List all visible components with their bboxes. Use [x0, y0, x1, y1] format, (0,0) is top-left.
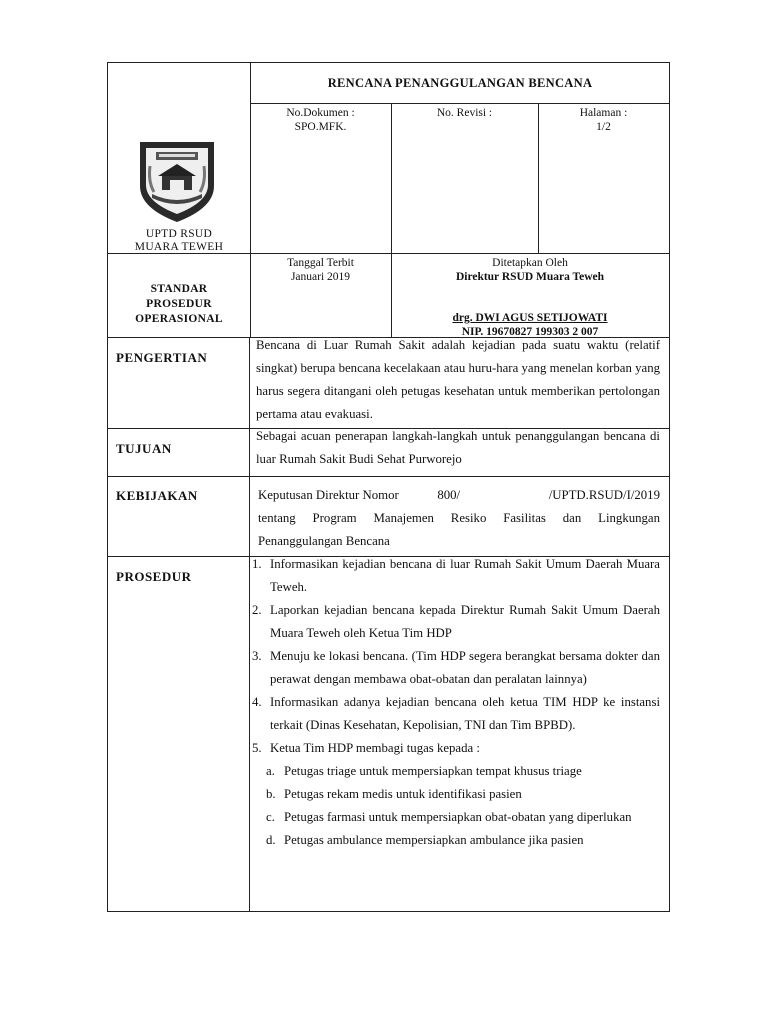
document-title: RENCANA PENANGGULANGAN BENCANA: [327, 76, 593, 90]
section-label-pengertian: PENGERTIAN: [116, 350, 208, 365]
section-label-prosedur: PROSEDUR: [116, 569, 192, 584]
kebijakan-decree-line: Keputusan Direktur Nomor 800/ /UPTD.RSUD/I/2019: [258, 488, 660, 502]
approval-block: Ditetapkan Oleh Direktur RSUD Muara Teweh: [455, 257, 605, 283]
procedure-substep: a. Petugas triage untuk mempersiapkan tempat khusus triage: [266, 764, 582, 778]
procedure-step: 2. Laporkan kejadian bencana kepada Direktur Rumah Sakit Umum Daerah Muara Teweh oleh Ketua Tim HDP: [252, 603, 660, 640]
signatory: drg. DWI AGUS SETIJOWATI NIP. 19670827 199303 2 007: [452, 312, 608, 338]
kebijakan-text: Keputusan Direktur Nomor 800/ /UPTD.RSUD/I/2019 tentang Program Manajemen Resiko Fasilitas dan Lingkungan Penanggulangan Bencana: [258, 484, 660, 553]
issue-date: Tanggal Terbit Januari 2019: [287, 257, 354, 283]
procedure-step: 3. Menuju ke lokasi bencana. (Tim HDP segera berangkat bersama dokter dan perawat dengan membawa obat-obatan dan peralatan lainnya): [252, 649, 660, 686]
section-label-tujuan: TUJUAN: [116, 441, 172, 456]
document-number: No.Dokumen : SPO.MFK.: [286, 107, 355, 133]
procedure-step: 4. Informasikan adanya kejadian bencana oleh ketua TIM HDP ke instansi terkait (Dinas Kesehatan, Kepolisian, TNI dan Tim BPBD).: [252, 695, 660, 732]
procedure-step: 1. Informasikan kejadian bencana di luar Rumah Sakit Umum Daerah Muara Teweh.: [252, 557, 660, 594]
sop-heading: STANDAR PROSEDUR OPERASIONAL: [135, 283, 223, 325]
procedure-substep: b. Petugas rekam medis untuk identifikasi pasien: [266, 787, 522, 801]
pengertian-text: Bencana di Luar Rumah Sakit adalah kejadian pada suatu waktu (relatif singkat) berupa bencana kecelakaan atau huru-hara yang menelan korban yang harus segera ditangani oleh petugas kesehatan untuk memberikan pertolongan pertama atau evakuasi.: [256, 338, 660, 421]
prosedur-steps: [252, 553, 660, 852]
organization-name: UPTD RSUD MUARA TEWEH: [134, 228, 224, 253]
page-number: Halaman : 1/2: [579, 107, 628, 133]
procedure-sublist: [252, 760, 660, 852]
procedure-list: [252, 553, 660, 760]
procedure-step: 5. Ketua Tim HDP membagi tugas kepada :: [252, 741, 480, 755]
procedure-substep: c. Petugas farmasi untuk mempersiapkan obat-obatan yang diperlukan: [266, 810, 632, 824]
tujuan-text: Sebagai acuan penerapan langkah-langkah untuk penanggulangan bencana di luar Rumah Sakit Budi Sehat Purworejo: [256, 429, 660, 466]
revision-number: No. Revisi :: [436, 107, 493, 119]
procedure-substep: d. Petugas ambulance mempersiapkan ambulance jika pasien: [266, 833, 584, 847]
section-label-kebijakan: KEBIJAKAN: [116, 488, 198, 503]
shield-emblem-icon: [136, 136, 218, 224]
